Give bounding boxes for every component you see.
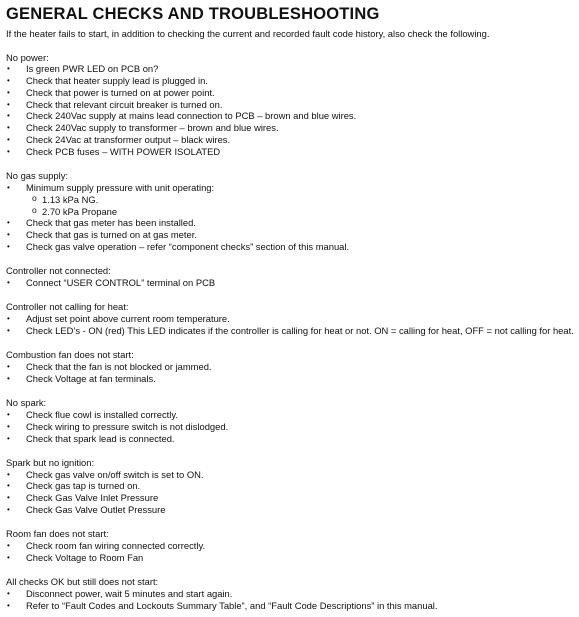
list-item: • Check room fan wiring connected correctly. (6, 540, 576, 552)
intro-paragraph: If the heater fails to start, in addition to checking the current and recorded fault code history, also check the following. (6, 28, 490, 39)
sub-list-item: o 1.13 kPa NG. (26, 194, 576, 206)
list-item: • Check 240Vac supply at mains lead connection to PCB – brown and blue wires. (6, 110, 576, 122)
section-spark-no-ignition (6, 457, 576, 516)
document-page (6, 4, 576, 612)
section-all-checks-ok (6, 576, 576, 611)
section-heading: Spark but no ignition: (6, 456, 95, 468)
list-item: • Check that power is turned on at power point. (6, 87, 576, 99)
section-no-gas-supply (6, 170, 576, 253)
list-item (6, 182, 576, 217)
list-item: • Check flue cowl is installed correctly. (6, 409, 576, 421)
list-item: • Is green PWR LED on PCB on? (6, 63, 576, 75)
list-item: • Check Voltage at fan terminals. (6, 373, 576, 385)
list-item: • Check that heater supply lead is plugged in. (6, 75, 576, 87)
list-item: • Check wiring to pressure switch is not dislodged. (6, 421, 576, 433)
page-title: GENERAL CHECKS AND TROUBLESHOOTING (6, 5, 380, 23)
list-item: • Check that relevant circuit breaker is turned on. (6, 99, 576, 111)
list-item: • Check gas valve operation – refer “component checks” section of this manual. (6, 241, 576, 253)
check-list (6, 469, 576, 516)
section-combustion-fan (6, 349, 576, 384)
list-item: • Check gas valve on/off switch is set to ON. (6, 469, 576, 481)
section-no-spark (6, 397, 576, 444)
list-item: • Refer to “Fault Codes and Lockouts Summary Table”, and “Fault Code Descriptions” in this manual. (6, 600, 576, 612)
check-list (6, 313, 576, 337)
section-heading: Controller not calling for heat: (6, 301, 129, 313)
section-no-power (6, 52, 576, 158)
list-item: • Check PCB fuses – WITH POWER ISOLATED (6, 146, 576, 158)
section-controller-not-connected (6, 265, 576, 289)
list-item: • Check 24Vac at transformer output – black wires. (6, 134, 576, 146)
sub-list (26, 194, 576, 218)
section-heading: Room fan does not start: (6, 528, 109, 540)
check-list (6, 182, 576, 253)
list-item: • Adjust set point above current room temperature. (6, 313, 576, 325)
list-item: • Check LED’s - ON (red) This LED indicates if the controller is calling for heat or not. ON = calling for heat, OFF = not calling for heat. (6, 325, 576, 337)
section-heading: No spark: (6, 397, 47, 409)
list-item-text: Minimum supply pressure with unit operating: (26, 181, 215, 193)
check-list (6, 588, 576, 612)
check-list (6, 540, 576, 564)
sub-list-item: o 2.70 kPa Propane (26, 206, 576, 218)
check-list (6, 409, 576, 444)
list-item: • Check that the fan is not blocked or jammed. (6, 361, 576, 373)
list-item: • Check 240Vac supply to transformer – brown and blue wires. (6, 122, 576, 134)
check-list (6, 361, 576, 385)
list-item: • Disconnect power, wait 5 minutes and start again. (6, 588, 576, 600)
check-list (6, 277, 576, 289)
list-item: • Check that spark lead is connected. (6, 433, 576, 445)
section-room-fan (6, 528, 576, 563)
section-heading: Combustion fan does not start: (6, 349, 134, 361)
section-heading: All checks OK but still does not start: (6, 576, 159, 588)
list-item: • Check Gas Valve Outlet Pressure (6, 504, 576, 516)
list-item: • Check gas tap is turned on. (6, 480, 576, 492)
list-item: • Check that gas is turned on at gas meter. (6, 229, 576, 241)
section-controller-not-calling (6, 301, 576, 336)
list-item: • Check Gas Valve Inlet Pressure (6, 492, 576, 504)
list-item: • Check Voltage to Room Fan (6, 552, 576, 564)
list-item: • Check that gas meter has been installed. (6, 217, 576, 229)
section-heading: No power: (6, 51, 49, 63)
section-heading: Controller not connected: (6, 265, 111, 277)
check-list (6, 63, 576, 157)
list-item: • Connect “USER CONTROL” terminal on PCB (6, 277, 576, 289)
section-heading: No gas supply: (6, 170, 69, 182)
